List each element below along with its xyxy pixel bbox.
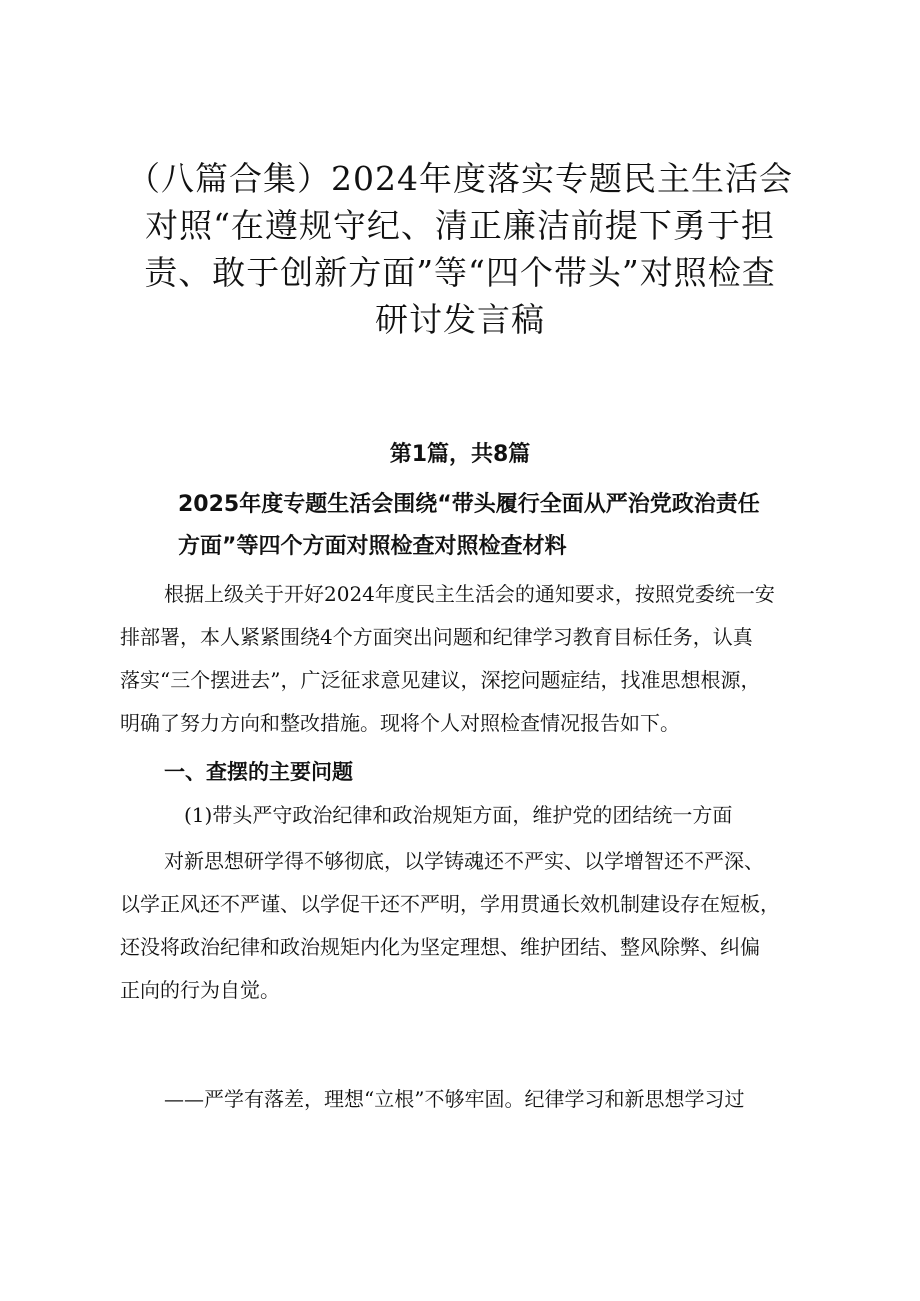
title-line-2: 对照“在遵规守纪、清正廉洁前提下勇于担 bbox=[145, 206, 775, 245]
paragraph-line: ——严学有落差，理想“立根”不够牢固。纪律学习和新思想学习过 bbox=[164, 1087, 745, 1111]
subtitle-line-1: 2025年度专题生活会围绕“带头履行全面从严治党政治责任 bbox=[178, 492, 760, 517]
intro-line: 落实“三个摆进去”，广泛征求意见建议，深挖问题症结，找准思想根源， bbox=[120, 668, 761, 692]
article-subtitle bbox=[178, 484, 818, 568]
sub-heading: (1)带头严守政治纪律和政治规矩方面，维护党的团结统一方面 bbox=[184, 803, 733, 827]
intro-line: 明确了努力方向和整改措施。现将个人对照检查情况报告如下。 bbox=[120, 711, 680, 735]
body-paragraph bbox=[120, 1078, 810, 1121]
intro-paragraph bbox=[120, 573, 810, 745]
paragraph-line: 正向的行为自觉。 bbox=[120, 978, 280, 1002]
subtitle-line-2: 方面”等四个方面对照检查对照检查材料 bbox=[178, 534, 567, 559]
section-heading: 一、查摆的主要问题 bbox=[164, 760, 353, 784]
intro-line: 根据上级关于开好2024年度民主生活会的通知要求，按照党委统一安 bbox=[164, 582, 775, 606]
title-line-4: 研讨发言稿 bbox=[375, 300, 545, 339]
title-line-1: （八篇合集）2024年度落实专题民主生活会 bbox=[127, 159, 793, 198]
part-label: 第1篇，共8篇 bbox=[389, 442, 531, 467]
paragraph-line: 以学正风还不严谨、以学促干还不严明，学用贯通长效机制建设存在短板， bbox=[120, 892, 780, 916]
intro-line: 排部署，本人紧紧围绕4个方面突出问题和纪律学习教育目标任务，认真 bbox=[120, 625, 753, 649]
paragraph-line: 对新思想研学得不够彻底，以学铸魂还不严实、以学增智还不严深、 bbox=[164, 849, 764, 873]
body-paragraph bbox=[120, 840, 810, 1012]
paragraph-line: 还没将政治纪律和政治规矩内化为坚定理想、维护团结、整风除弊、纠偏 bbox=[120, 935, 760, 959]
document-title bbox=[120, 155, 800, 343]
title-line-3: 责、敢于创新方面”等“四个带头”对照检查 bbox=[144, 253, 776, 292]
